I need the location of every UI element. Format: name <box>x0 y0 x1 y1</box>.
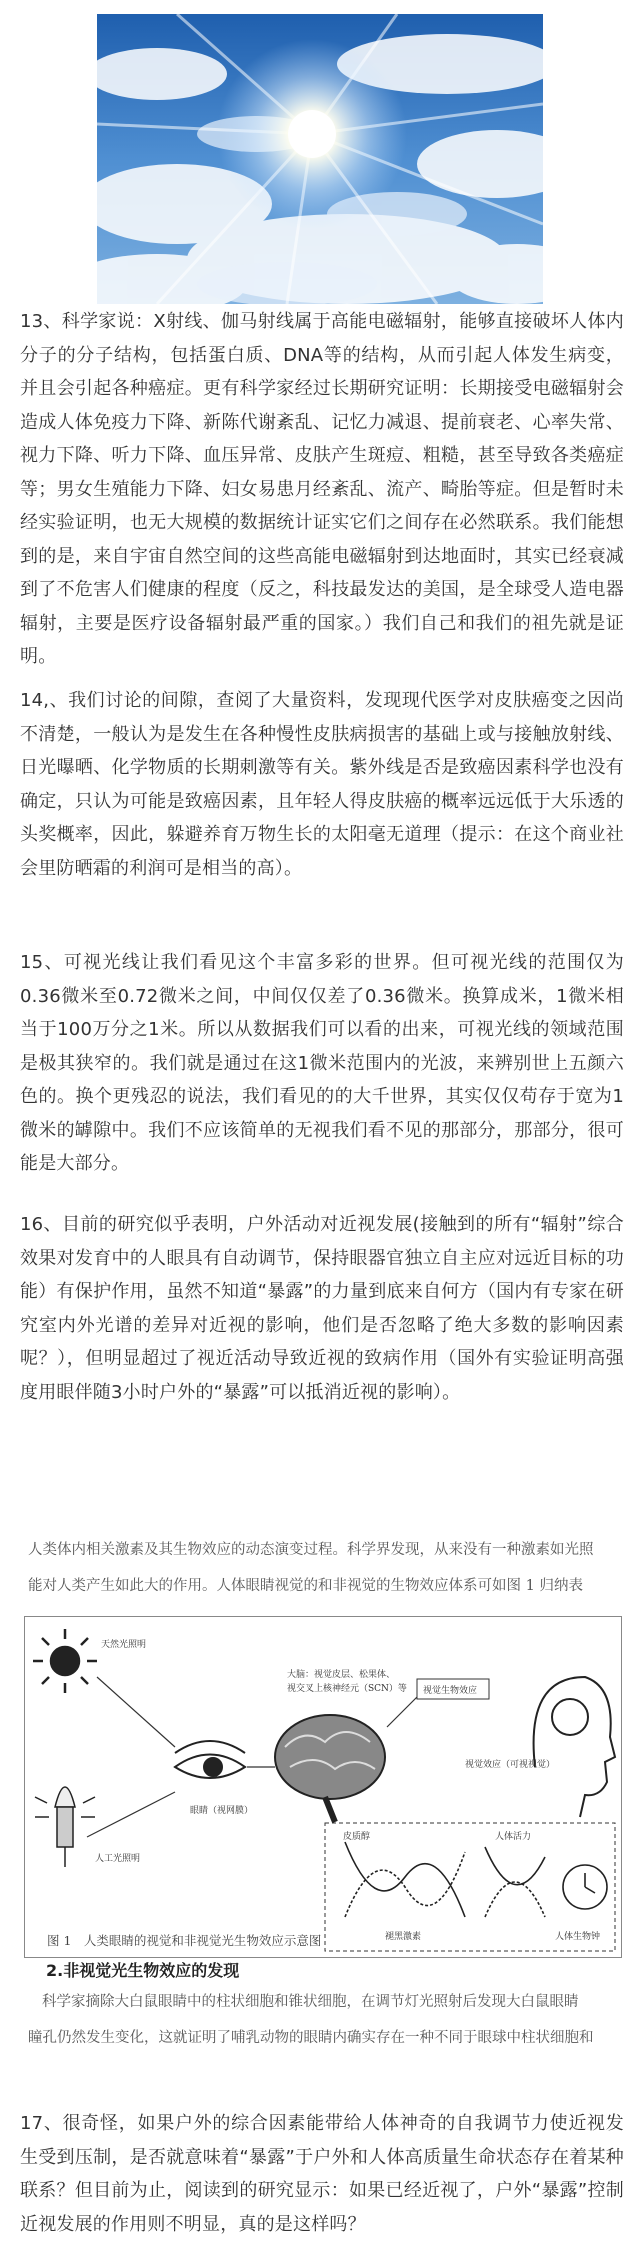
paragraph-14: 14,、我们讨论的间隙，查阅了大量资料，发现现代医学对皮肤癌变之因尚不清楚，一般认为是发生在各种慢性皮肤病损害的基础上或与接触放射线、日光曝晒、化学物质的长期刺激等有关。紫外线是否是致癌因素科学也没有确定，只认为可能是致癌因素，且年轻人得皮肤癌的概率远远低于大乐透的头奖概率，因此，躲避养育万物生长的太阳毫无道理（提示：在这个商业社会里防晒霜的利润可是相当的高）。 <box>20 690 624 879</box>
label-brain-2: 视交叉上核神经元（SCN）等 <box>287 1684 407 1694</box>
scan-line-3: 科学家摘除大白鼠眼睛中的柱状细胞和锥状细胞，在调节灯光照射后发现大白鼠眼睛 <box>42 1994 579 2010</box>
sun-icon <box>33 1629 97 1693</box>
paragraph-17: 17、很奇怪，如果户外的综合因素能带给人体神奇的自我调节力使近视发生受到压制，是否就意味着“暴露”于户外和人体高质量生命状态存在着某种联系？但目前为止，阅读到的研究显示：如果已经近视了，户外“暴露”控制近视发展的作用则不明显，真的是这样吗？ <box>20 2113 624 2235</box>
label-visual-effect: 视觉生物效应 <box>423 1686 478 1696</box>
label-natural-light: 天然光照明 <box>101 1640 147 1650</box>
scan-line-1: 人类体内相关激素及其生物效应的动态演变过程。科学界发现，从来没有一种激素如光照 <box>28 1542 594 1558</box>
paragraph-16: 16、目前的研究似乎表明，户外活动对近视发展(接触到的所有“辐射”综合效果对发育中的人眼具有自动调节，保持眼器官独立自主应对远近目标的功能）有保护作用，虽然不知道“暴露”的力量到底来自何方（国内有专家在研究室内外光谱的差异对近视的影响，他们是否忽略了绝大多数的影响因素呢？），但明显超过了视近活动导致近视的致病作用（国外有实验证明高强度用眼伴随3小时户外的“暴露”可以抵消近视的影响）。 <box>20 1214 624 1403</box>
label-cortisol: 皮质醇 <box>343 1832 371 1842</box>
sky-sun-image <box>97 14 543 304</box>
scan-line-2: 能对人类产生如此大的作用。人体眼睛视觉的和非视觉的生物效应体系可如图 1 归纳表 <box>28 1578 583 1594</box>
eye-icon <box>175 1741 245 1778</box>
lamp-icon <box>35 1787 95 1867</box>
label-melatonin: 褪黑激素 <box>385 1932 422 1942</box>
label-visual-effect-sub: 视觉效应（可视视觉） <box>465 1760 556 1770</box>
section-2-title: 2.非视觉光生物效应的发现 <box>46 1961 240 1980</box>
figure-1-caption: 图 1 人类眼睛的视觉和非视觉光生物效应示意图 <box>47 1933 322 1948</box>
label-artificial-light: 人工光照明 <box>95 1854 141 1864</box>
label-human-vitality: 人体活力 <box>495 1832 532 1842</box>
hormone-curves <box>345 1842 545 1917</box>
paragraph-13: 13、科学家说：X射线、伽马射线属于高能电磁辐射，能够直接破坏人体内分子的分子结构，包括蛋白质、DNA等的结构，从而引起人体发生病变，并且会引起各种癌症。更有科学家经过长期研究证明：长期接受电磁辐射会造成人体免疫力下降、新陈代谢紊乱、记忆力减退、提前衰老、心率失常、视力下降、听力下降、血压异常、皮肤产生斑痘、粗糙，甚至导致各类癌症等；男女生殖能力下降、妇女易患月经紊乱、流产、畸胎等症。但是暂时未经实验证明，也无大规模的数据统计证实它们之间存在必然联系。我们能想到的是，来自宇宙自然空间的这些高能电磁辐射到达地面时，其实已经衰减到了不危害人们健康的程度（反之，科技最发达的美国，是全球受人造电器辐射，主要是医疗设备辐射最严重的国家。）我们自己和我们的祖先就是证明。 <box>20 311 624 667</box>
paragraph-15: 15、可视光线让我们看见这个丰富多彩的世界。但可视光线的范围仅为0.36微米至0.72微米之间，中间仅仅差了0.36微米。换算成米，1微米相当于100万分之1米。所以从数据我们可以看的出来，可视光线的领域范围是极其狭窄的。我们就是通过在这1微米范围内的光波，来辨别世上五颜六色的。换个更残忍的说法，我们看见的的大千世界，其实仅仅苟存于宽为1微米的罅隙中。我们不应该简单的无视我们看不见的那部分，那部分，很可能是大部分。 <box>20 952 624 1174</box>
sky-sun-photo <box>97 14 543 304</box>
clock-head-icon <box>563 1865 607 1909</box>
figure-1-svg <box>25 1617 621 1957</box>
label-human-clock: 人体生物钟 <box>555 1932 601 1942</box>
figure-1-diagram <box>24 1616 622 1958</box>
scan-line-4: 瞳孔仍然发生变化，这就证明了哺乳动物的眼睛内确实存在一种不同于眼球中柱状细胞和 <box>28 2030 594 2046</box>
label-eye: 眼睛（视网膜） <box>190 1806 254 1816</box>
brain-icon <box>275 1715 385 1822</box>
head-profile-icon <box>534 1677 615 1817</box>
scanned-excerpt <box>20 1530 624 2060</box>
label-brain-1: 大脑：视觉皮层、松果体、 <box>287 1670 396 1680</box>
